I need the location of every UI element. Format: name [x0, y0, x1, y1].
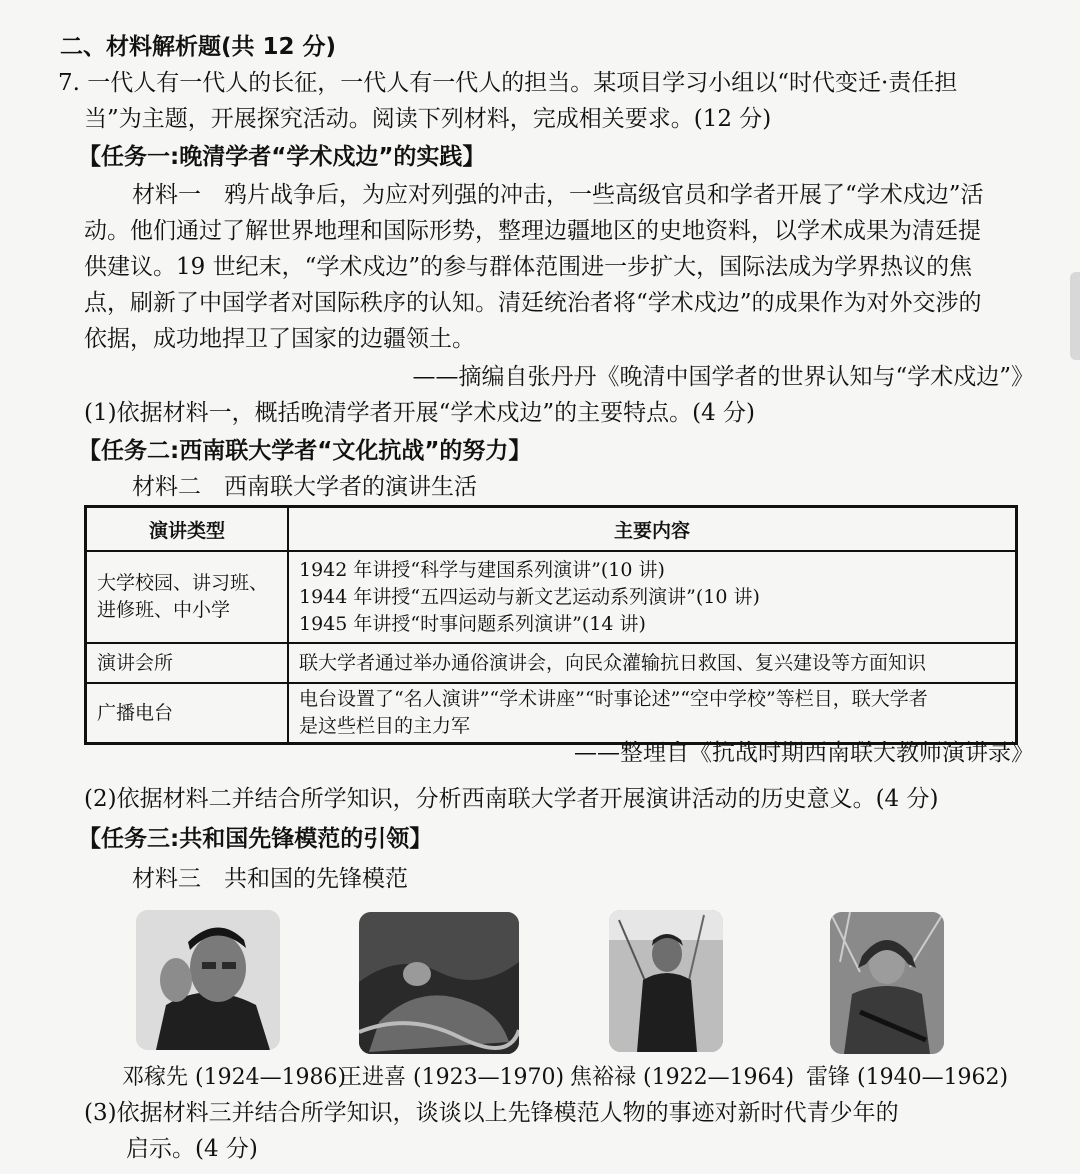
table-row — [86, 683, 1017, 744]
standing-figure-image — [609, 910, 723, 1052]
table-header-row — [86, 507, 1017, 552]
table-cell-type — [86, 683, 289, 744]
table-cell-type — [86, 551, 289, 643]
task1-material-line: 材料一 鸦片战争后，为应对列强的冲击，一些高级官员和学者开展了“学术戍边”活 — [132, 182, 984, 208]
table-row — [86, 551, 1017, 643]
task1-source: ——摘编自张丹丹《晚清中国学者的世界认知与“学术戍边”》 — [412, 364, 1034, 390]
photo-lei-feng — [830, 912, 944, 1054]
task1-material-line: 依据，成功地捍卫了国家的边疆领土。 — [84, 326, 475, 352]
caption-deng-jiaxian: 邓稼先 (1924—1986) — [122, 1065, 347, 1090]
task1-material-line: 点，刷新了中国学者对国际秩序的认知。清廷统治者将“学术戍边”的成果作为对外交涉的 — [84, 290, 982, 316]
question-stem-line-1: 7. 一代人有一代人的长征，一代人有一代人的担当。某项目学习小组以“时代变迁·责任担 — [58, 70, 958, 96]
cell-text-line: 1945 年讲授“时事问题系列演讲”(14 讲) — [299, 612, 646, 635]
table-cell-content — [288, 643, 1017, 683]
table-row — [86, 643, 1017, 683]
side-scroll-tab[interactable] — [1070, 272, 1080, 360]
task2-material-title: 材料二 西南联大学者的演讲生活 — [132, 474, 477, 500]
caption-jiao-yulu: 焦裕禄 (1922—1964) — [570, 1065, 795, 1090]
task3-question-line-2: 启示。(4 分) — [126, 1136, 258, 1162]
table-cell-content — [288, 683, 1017, 744]
task2-title: 【任务二:西南联大学者“文化抗战”的努力】 — [78, 438, 532, 464]
cell-text-line: 大学校园、讲习班、 — [97, 572, 269, 594]
task1-material-line: 供建议。19 世纪末，“学术戍边”的参与群体范围进一步扩大，国际法成为学界热议的焦 — [84, 254, 973, 280]
task3-title: 【任务三:共和国先锋模范的引领】 — [78, 826, 433, 852]
table-header-type: 演讲类型 — [86, 507, 289, 552]
table-header-content: 主要内容 — [288, 507, 1017, 552]
soldier-portrait-image — [830, 912, 944, 1054]
oilfield-scene-image — [359, 912, 519, 1054]
cell-text-line: 1942 年讲授“科学与建国系列演讲”(10 讲) — [299, 558, 665, 581]
task2-question: (2)依据材料二并结合所学知识，分析西南联大学者开展演讲活动的历史意义。(4 分) — [84, 786, 939, 812]
task3-material-title: 材料三 共和国的先锋模范 — [132, 866, 408, 892]
caption-lei-feng: 雷锋 (1940—1962) — [806, 1065, 1009, 1090]
task1-question: (1)依据材料一，概括晚清学者开展“学术戍边”的主要特点。(4 分) — [84, 400, 755, 426]
cell-text-line: 广播电台 — [97, 701, 174, 724]
photo-jiao-yulu — [609, 910, 723, 1052]
cell-text-line: 演讲会所 — [97, 651, 174, 674]
cell-text-line: 电台设置了“名人演讲”“学术讲座”“时事论述”“空中学校”等栏目，联大学者 — [299, 688, 928, 710]
table-cell-type — [86, 643, 289, 683]
cell-text-line: 1944 年讲授“五四运动与新文艺运动系列演讲”(10 讲) — [299, 585, 760, 608]
task1-material-line: 动。他们通过了解世界地理和国际形势，整理边疆地区的史地资料，以学术成果为清廷提 — [84, 218, 981, 244]
table-cell-content — [288, 551, 1017, 643]
caption-wang-jinxi: 王进喜 (1923—1970) — [340, 1065, 565, 1090]
task2-source: ——整理自《抗战时期西南联大教师演讲录》 — [574, 740, 1034, 766]
task1-title: 【任务一:晚清学者“学术戍边”的实践】 — [78, 144, 486, 170]
question-stem-line-2: 当”为主题，开展探究活动。阅读下列材料，完成相关要求。(12 分) — [84, 106, 772, 132]
portrait-photo-deng-jiaxian — [136, 910, 280, 1050]
photo-wang-jinxi — [359, 912, 519, 1054]
portrait-image — [136, 910, 280, 1050]
section-title: 二、材料解析题(共 12 分) — [60, 34, 337, 60]
cell-text-line: 进修班、中小学 — [97, 599, 231, 621]
lecture-table — [84, 505, 1018, 745]
cell-text-line: 联大学者通过举办通俗演讲会，向民众灌输抗日救国、复兴建设等方面知识 — [299, 651, 927, 674]
task3-question-line-1: (3)依据材料三并结合所学知识，谈谈以上先锋模范人物的事迹对新时代青少年的 — [84, 1100, 899, 1126]
cell-text-line: 是这些栏目的主力军 — [299, 715, 471, 737]
